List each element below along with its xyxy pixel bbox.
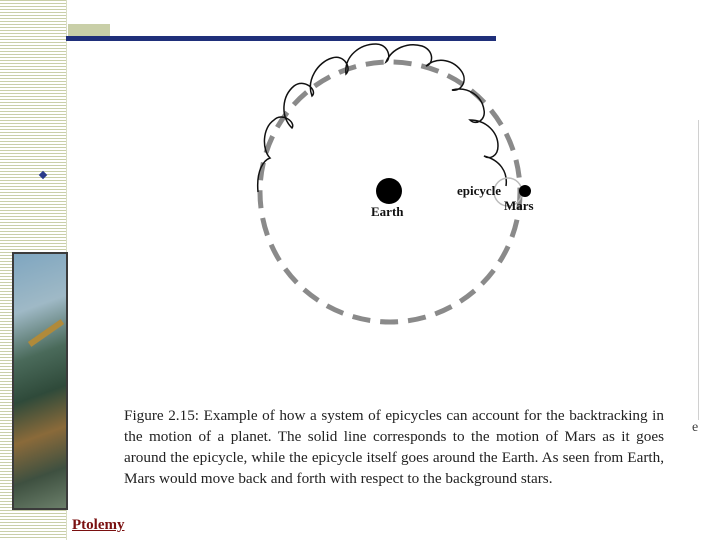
epicycle-diagram <box>230 40 560 340</box>
mars-loop-path <box>258 44 507 192</box>
right-edge-text-fragment: e <box>692 420 699 435</box>
ptolemy-link[interactable]: Ptolemy <box>72 517 125 533</box>
mars-label: Mars <box>504 198 534 213</box>
ptolemy-portrait-image <box>12 252 68 510</box>
epicycle-label: epicycle <box>457 183 502 198</box>
earth-label: Earth <box>371 204 404 219</box>
right-edge-panel <box>698 120 720 420</box>
mars-dot <box>519 185 531 197</box>
earth-dot <box>376 178 402 204</box>
figure-caption: Figure 2.15: Example of how a system of epicycles can account for the backtracking in the motion of a planet. The solid line corresponds to the motion of Mars as it goes around the epicycle, while the epicycle itself goes around the Earth. As seen from Earth, Mars would move back and forth with respect to the background stars. <box>124 407 664 487</box>
